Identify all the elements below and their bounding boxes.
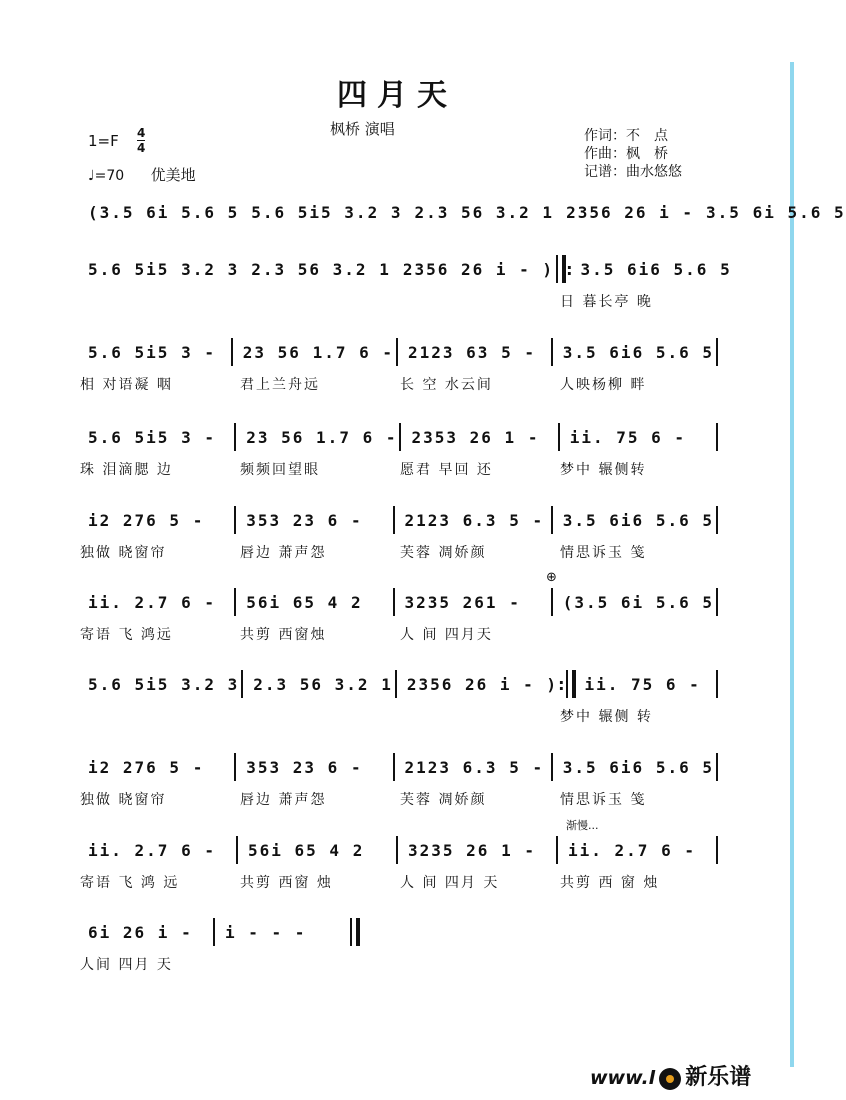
- record-logo-icon: [659, 1068, 681, 1090]
- measure: 5.6 5i5 3.2 3: [251, 202, 403, 222]
- lyric: 独做 晓窗帘: [80, 792, 167, 808]
- lyric: 人 间 四月天: [400, 627, 493, 643]
- lyric: [400, 291, 560, 311]
- singer-credit: 枫桥 演唱: [330, 120, 395, 138]
- lyric: 愿君 早回 还: [400, 462, 493, 478]
- lyric: 芙蓉 凋娇颜: [400, 792, 487, 808]
- measure: 6i 26 i -: [88, 922, 193, 942]
- measure: 5.6 5i5 3.2 3: [88, 674, 240, 694]
- measure: 2.3 56 3.2 1: [414, 202, 555, 222]
- lyric: 人映杨柳 畔: [560, 377, 647, 393]
- score-row-8: [80, 753, 720, 809]
- measure: ii. 2.7 6 -: [88, 840, 216, 860]
- lyric: 寄语 飞 鸿 远: [80, 875, 180, 891]
- measure: (3.5 6i 5.6 5: [88, 202, 240, 222]
- lyric: 人 间 四月 天: [400, 875, 500, 891]
- credits-block: [584, 127, 682, 181]
- score-row-3: [80, 338, 720, 394]
- lyric: 相 对语凝 咽: [80, 377, 173, 393]
- lyric: 珠 泪滴腮 边: [80, 462, 173, 478]
- measure: 353 23 6 -: [246, 510, 363, 530]
- key-signature: 1=F: [88, 132, 119, 150]
- transcriber-credit: 记谱：曲水悠悠: [584, 164, 682, 180]
- lyric: 长 空 水云间: [400, 377, 493, 393]
- lyric: 芙蓉 凋娇颜: [400, 545, 487, 561]
- footer-watermark: [590, 1060, 751, 1091]
- composer-credit: 作曲：枫 桥: [584, 146, 668, 162]
- segno-mark: ⊕: [546, 570, 557, 585]
- measure: 3.5 6i6 5.6 5: [580, 259, 732, 279]
- measure: 2353 26 1 -: [411, 427, 540, 447]
- lyric: 日 暮长亭 晚: [560, 294, 653, 310]
- score-row-4: [80, 423, 720, 479]
- measure: 2356 26 i -: [566, 202, 695, 222]
- score-row-5: [80, 506, 720, 562]
- measure: 2123 6.3 5 -: [404, 757, 545, 777]
- measure: 3235 261 -: [404, 592, 521, 612]
- measure: i2 276 5 -: [88, 510, 205, 530]
- lyric: [240, 291, 400, 311]
- lyric: 梦中 辗侧 转: [560, 709, 653, 725]
- lyric: 唇边 萧声怨: [240, 792, 327, 808]
- time-sig-bottom: 4: [137, 141, 146, 155]
- lyric: 情思诉玉 笺: [560, 792, 647, 808]
- lyric: 情思诉玉 笺: [560, 545, 647, 561]
- lyric: [80, 706, 240, 726]
- measure: ii. 75 6 -: [584, 674, 701, 694]
- measure: ii. 2.7 6 -: [568, 840, 696, 860]
- final-barline: [348, 918, 360, 946]
- lyric: 人间 四月 天: [80, 957, 173, 973]
- repeat-start-barline: :: [554, 255, 572, 283]
- score-row-10: [80, 918, 360, 974]
- measure: 2123 63 5 -: [408, 342, 536, 362]
- measure: 5.6 5i5 3 -: [88, 427, 216, 447]
- measure: 2123 6.3 5 -: [404, 510, 545, 530]
- measure: 5.6 5i5 3 -: [88, 342, 216, 362]
- measure: ii. 2.7 6 -: [88, 592, 216, 612]
- measure: 23 56 1.7 6 -: [242, 342, 394, 362]
- score-row-9: [80, 836, 720, 892]
- tempo-marking: [88, 164, 196, 185]
- measure: 3.5 6i 5.6 5: [706, 202, 846, 222]
- measure: i - - -: [225, 922, 307, 942]
- score-row-7: [80, 670, 720, 726]
- footer-brand: 新乐谱: [685, 1065, 752, 1090]
- measure: 2.3 56 3.2 1: [253, 674, 393, 694]
- measure: 3.5 6i6 5.6 5: [562, 342, 714, 362]
- measure: i2 276 5 -: [88, 757, 205, 777]
- lyric: [80, 291, 240, 311]
- lyric: 寄语 飞 鸿远: [80, 627, 173, 643]
- ritardando-mark: 渐慢...: [566, 819, 599, 832]
- score-row-1: [80, 198, 846, 226]
- measure: 56i 65 4 2: [248, 840, 365, 860]
- time-signature: [137, 127, 145, 154]
- measure: 3.5 6i6 5.6 5: [562, 510, 714, 530]
- measure: 23 56 1.7 6 -: [246, 427, 398, 447]
- lyric: [400, 706, 560, 726]
- measure: 2356 26 i - ): [406, 674, 559, 694]
- measure: 56i 65 4 2: [246, 592, 363, 612]
- measure: (3.5 6i 5.6 5: [562, 592, 714, 612]
- score-row-2: [80, 255, 732, 311]
- time-sig-top: 4: [137, 126, 146, 140]
- measure: 3.5 6i6 5.6 5: [562, 757, 714, 777]
- measure: ii. 75 6 -: [569, 427, 687, 447]
- lyric: 共剪 西窗烛: [240, 627, 327, 643]
- lyric: [560, 624, 720, 644]
- lyric: 唇边 萧声怨: [240, 545, 327, 561]
- lyric: [220, 954, 360, 974]
- lyricist-credit: 作词：不 点: [584, 128, 668, 144]
- lyric: 共剪 西窗 烛: [240, 875, 333, 891]
- measure: 2356 26 i - ): [402, 259, 555, 279]
- measure: 5.6 5i5 3.2 3: [88, 259, 240, 279]
- measure: 353 23 6 -: [246, 757, 363, 777]
- mood-marking: 优美地: [150, 166, 196, 184]
- lyric: 君上兰舟远: [240, 377, 320, 393]
- footer-site: www.l: [590, 1067, 656, 1089]
- measure: 3235 26 1 -: [408, 840, 536, 860]
- lyric: [240, 706, 400, 726]
- lyric: 频频回望眼: [240, 462, 320, 478]
- tempo-value: ♩=70: [88, 168, 125, 184]
- lyric: 梦中 辗侧转: [560, 462, 647, 478]
- repeat-end-barline: :: [558, 670, 576, 698]
- score-row-6: [80, 588, 720, 644]
- lyric: 共剪 西 窗 烛: [560, 875, 660, 891]
- measure: 2.3 56 3.2 1: [251, 259, 391, 279]
- lyric: 独做 晓窗帘: [80, 545, 167, 561]
- song-title: 四月天: [337, 78, 457, 113]
